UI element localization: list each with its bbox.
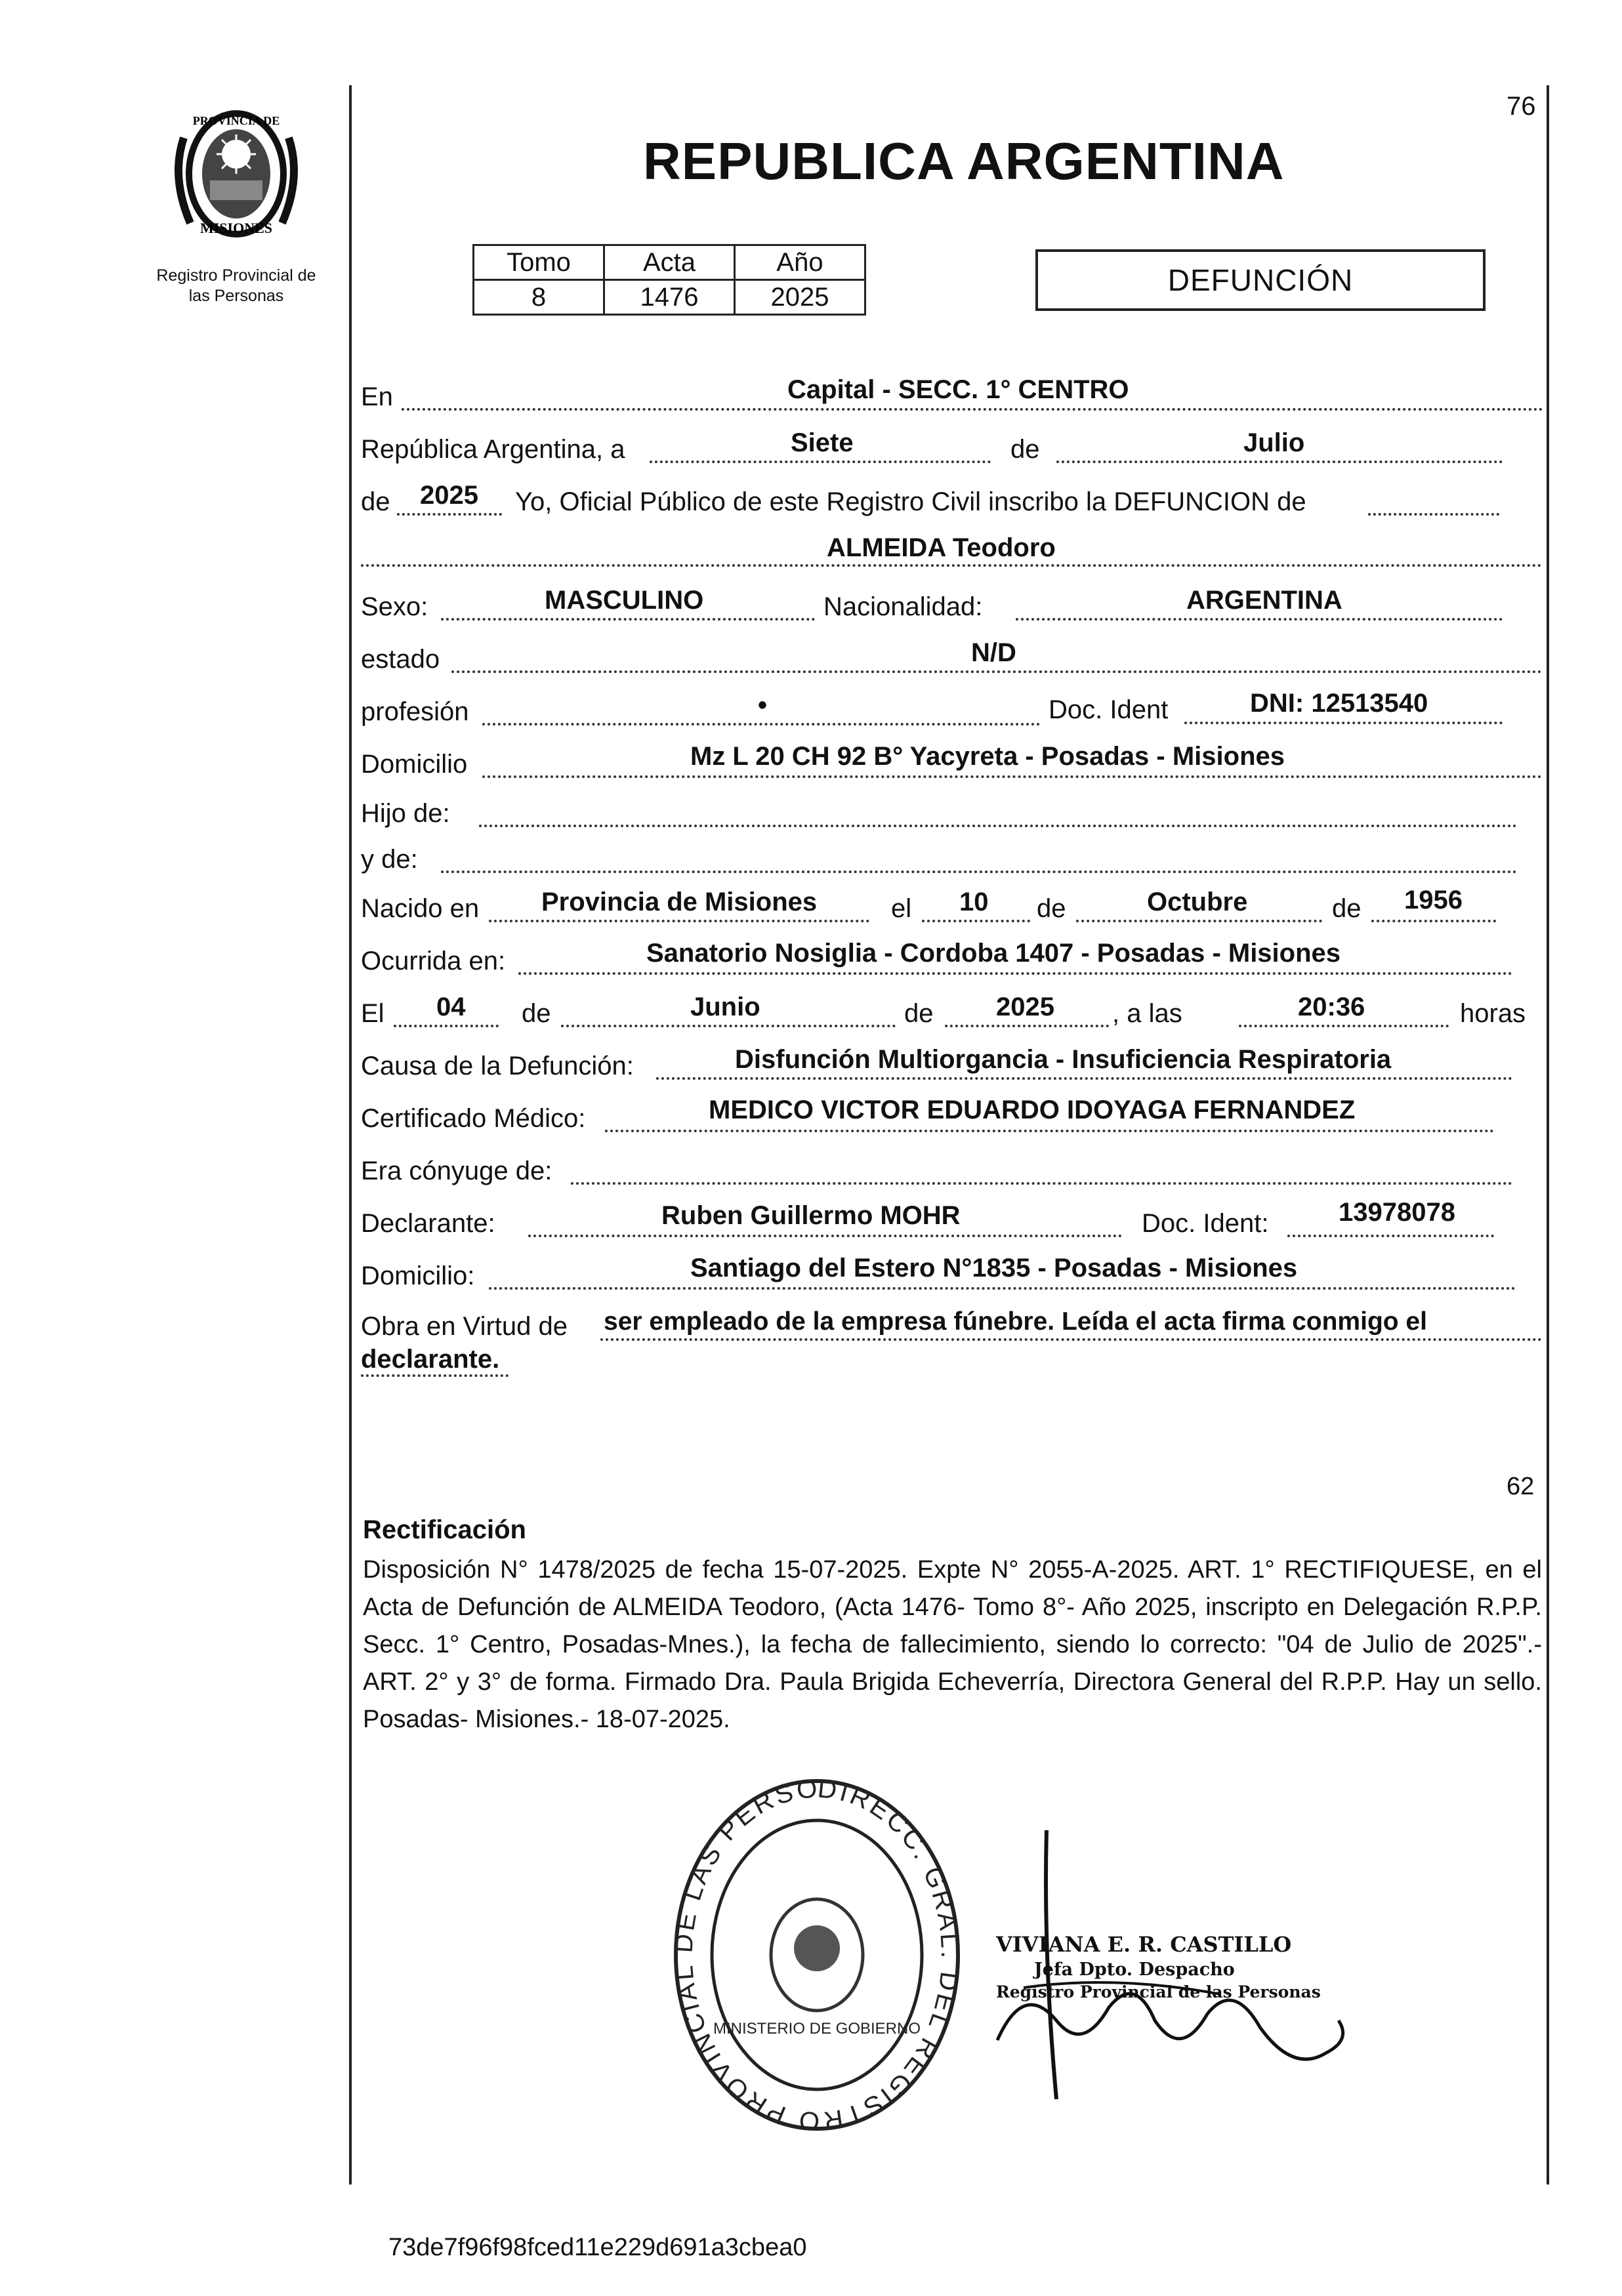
en-value: Capital - SECC. 1° CENTRO — [787, 375, 1129, 404]
declarante-line — [528, 1235, 1122, 1237]
doc-value: DNI: 12513540 — [1250, 689, 1428, 718]
stamp-inner-text: MINISTERIO DE GOBIERNO — [713, 2020, 921, 2038]
doc-line — [1184, 722, 1503, 724]
inscribo-line — [1368, 513, 1499, 516]
nacido-label: Nacido en — [361, 894, 480, 923]
El-label: El — [361, 999, 385, 1028]
day-line — [650, 461, 991, 463]
death-year: 2025 — [996, 993, 1054, 1021]
death-day: 04 — [436, 993, 466, 1021]
republica-label: República Argentina, a — [361, 435, 625, 464]
ocurrida-line — [518, 972, 1512, 975]
birth-year-line — [1371, 920, 1496, 922]
birth-day-line — [922, 920, 1030, 922]
month-value: Julio — [1243, 428, 1305, 457]
obra-value-line2: declarante. — [361, 1345, 500, 1374]
ocurrida-label: Ocurrida en: — [361, 947, 506, 975]
domicilio-value: Mz L 20 CH 92 B° Yacyreta - Posadas - Misiones — [690, 742, 1285, 771]
en-line — [402, 408, 1543, 411]
declarante-doc-label: Doc. Ident: — [1142, 1209, 1269, 1238]
domicilio2-line — [489, 1287, 1516, 1290]
profesion-line — [482, 723, 1040, 726]
de-label-4: de — [1332, 894, 1362, 923]
estado-label: estado — [361, 645, 440, 674]
record-type-box: DEFUNCIÓN — [1035, 249, 1486, 311]
year-value: 2025 — [420, 481, 478, 510]
ocurrida-value: Sanatorio Nosiglia - Cordoba 1407 - Posadas - Misiones — [646, 939, 1341, 968]
causa-line — [656, 1077, 1512, 1080]
de-label-5: de — [522, 999, 551, 1028]
nacionalidad-label: Nacionalidad: — [823, 592, 983, 621]
signature-institution: Registro Provincial de las Personas — [996, 1982, 1321, 2001]
nacido-value: Provincia de Misiones — [541, 888, 818, 916]
declarante-doc-line — [1287, 1235, 1494, 1237]
death-month: Junio — [690, 993, 760, 1021]
estado-value: N/D — [971, 638, 1016, 667]
record-table — [472, 244, 866, 316]
nacionalidad-line — [1016, 618, 1503, 621]
inscribo-text: Yo, Oficial Público de este Registro Civil inscribo la DEFUNCION de — [515, 487, 1306, 516]
ano-header: Año — [735, 245, 865, 280]
signature-name: VIVIANA E. R. CASTILLO — [996, 1932, 1292, 1957]
acta-value: 1476 — [604, 280, 735, 315]
certificado-value: MEDICO VICTOR EDUARDO IDOYAGA FERNANDEZ — [709, 1096, 1356, 1124]
stamp-ring-text: DIRECC. GRAL. DEL REGISTRO PROVINCIAL DE LAS PERSO — [669, 1774, 965, 2132]
declarante-label: Declarante: — [361, 1209, 495, 1238]
conyuge-label: Era cónyuge de: — [361, 1157, 552, 1185]
yde-line — [441, 871, 1517, 873]
day-word: Siete — [791, 428, 854, 457]
de-label-3: de — [1037, 894, 1066, 923]
estado-line — [451, 670, 1542, 673]
sexo-value: MASCULINO — [545, 586, 704, 615]
year-line — [397, 513, 502, 516]
certificado-line — [605, 1130, 1494, 1132]
name-line — [361, 564, 1542, 567]
domicilio-line — [482, 775, 1542, 778]
birth-month-line — [1076, 920, 1322, 922]
death-time-line — [1239, 1025, 1449, 1027]
yde-label: y de: — [361, 845, 418, 874]
signature-block — [996, 1932, 1350, 2001]
hijo-label: Hijo de: — [361, 799, 450, 828]
de-label-2: de — [361, 487, 390, 516]
birth-month: Octubre — [1147, 888, 1248, 916]
domicilio2-label: Domicilio: — [361, 1261, 475, 1290]
nacido-line — [489, 920, 869, 922]
declarante-doc-value: 13978078 — [1339, 1198, 1455, 1227]
death-day-line — [394, 1025, 499, 1027]
horas-label: horas — [1460, 999, 1526, 1028]
registry-label-line2: las Personas — [188, 287, 284, 305]
birth-day: 10 — [959, 888, 989, 916]
certificado-label: Certificado Médico: — [361, 1104, 586, 1133]
official-stamp — [663, 1765, 971, 2132]
seal-top-text: PROVINCIA DE — [192, 114, 280, 127]
seal-bottom-text: MISIONES — [199, 220, 273, 236]
el-label: el — [891, 894, 912, 923]
registry-label-line1: Registro Provincial de — [156, 266, 316, 285]
domicilio2-value: Santiago del Estero N°1835 - Posadas - Misiones — [690, 1254, 1298, 1282]
rectificacion-title: Rectificación — [363, 1515, 526, 1544]
death-month-line — [561, 1025, 896, 1027]
nacionalidad-value: ARGENTINA — [1186, 586, 1342, 615]
rectificacion-text: Disposición N° 1478/2025 de fecha 15-07-2025. Expte N° 2055-A-2025. ART. 1° RECTIFIQUESE, en el Acta de Defunción de ALMEIDA Teodoro, (Acta 1476- Tomo 8°- Año 2025, inscripto en Delegación R.P.P. Secc. 1° Centro, Posadas-Mnes.), la fecha de fallecimiento, siendo lo correcto: "04 de Julio de 2025".- ART. 2° y 3° de forma. Firmado Dra. Paula Brigida Echeverría, Directora General del R.P.P. Hay un sello. Posadas- Misiones.- 18-07-2025. — [363, 1556, 1542, 1733]
profesion-label: profesión — [361, 697, 469, 726]
registry-label — [125, 266, 348, 306]
causa-label: Causa de la Defunción: — [361, 1052, 634, 1080]
signature-role: Jefa Dpto. Despacho — [1034, 1959, 1235, 1980]
month-line — [1056, 461, 1503, 463]
sexo-label: Sexo: — [361, 592, 428, 621]
tomo-value: 8 — [474, 280, 604, 315]
page-title: REPUBLICA ARGENTINA — [643, 132, 1285, 190]
ano-value: 2025 — [735, 280, 865, 315]
domicilio-label: Domicilio — [361, 750, 468, 779]
obra-line-1 — [600, 1338, 1542, 1341]
obra-value-line1: ser empleado de la empresa fúnebre. Leída el acta firma conmigo el — [604, 1307, 1427, 1336]
acta-header: Acta — [604, 245, 735, 280]
birth-year: 1956 — [1404, 886, 1463, 914]
en-label: En — [361, 382, 393, 411]
sexo-line — [441, 618, 815, 621]
conyuge-line — [571, 1182, 1512, 1185]
provincial-seal-logo — [157, 98, 315, 249]
de-label-1: de — [1010, 435, 1040, 464]
death-time: 20:36 — [1298, 993, 1365, 1021]
page-number: 76 — [1507, 92, 1536, 121]
declarante-value: Ruben Guillermo MOHR — [661, 1201, 961, 1230]
obra-label: Obra en Virtud de — [361, 1312, 568, 1341]
document-hash: 73de7f96f98fced11e229d691a3cbea0 — [388, 2234, 807, 2261]
causa-value: Disfunción Multiorgancia - Insuficiencia Respiratoria — [735, 1045, 1392, 1074]
death-year-line — [945, 1025, 1109, 1027]
de-label-6: de — [904, 999, 934, 1028]
rectificacion-number: 62 — [1507, 1473, 1535, 1500]
hijo-line — [479, 825, 1517, 827]
profesion-value: • — [758, 691, 768, 720]
doc-label: Doc. Ident — [1049, 695, 1169, 724]
alas-label: , a las — [1112, 999, 1182, 1028]
obra-line-2 — [361, 1374, 509, 1377]
left-margin-rule — [349, 85, 352, 2184]
deceased-name: ALMEIDA Teodoro — [827, 533, 1056, 562]
tomo-header: Tomo — [474, 245, 604, 280]
right-margin-rule — [1547, 85, 1549, 2184]
